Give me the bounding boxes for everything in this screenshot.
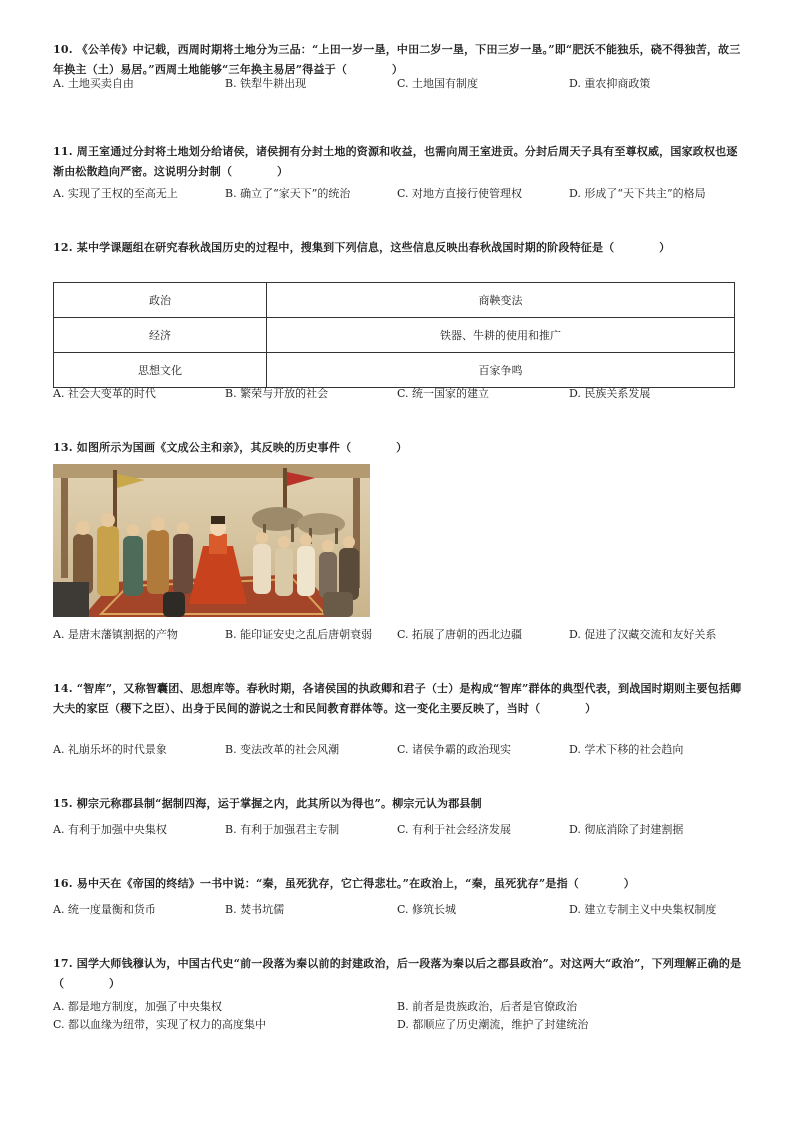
option-b[interactable]: B. 确立了“家天下”的统治 [225,187,351,200]
question-14-options [53,741,743,759]
option-d[interactable]: D. 民族关系发展 [569,387,651,400]
option-d[interactable]: D. 学术下移的社会趋向 [569,743,684,756]
question-16-stem: 16. 易中天在《帝国的终结》一书中说：“秦，虽死犹存，它亡得悲壮。”在政治上，“秦，虽死犹存”是指（ ） [53,877,635,890]
table-row [54,318,735,353]
option-c[interactable]: C. 统一国家的建立 [397,387,490,400]
option-c[interactable]: C. 诸侯争霸的政治现实 [397,743,512,756]
option-c[interactable]: C. 土地国有制度 [397,77,479,90]
option-d[interactable]: D. 建立专制主义中央集权制度 [569,903,717,916]
option-b[interactable]: B. 前者是贵族政治，后者是官僚政治 [397,1000,578,1013]
question-12-stem: 12. 某中学课题组在研究春秋战国历史的过程中，搜集到下列信息，这些信息反映出春秋战国时期的阶段特征是（ ） [53,241,671,254]
option-d[interactable]: D. 促进了汉藏交流和友好关系 [569,628,717,641]
option-c[interactable]: C. 都以血缘为纽带，实现了权力的高度集中 [53,1018,267,1031]
option-a[interactable]: A. 有利于加强中央集权 [53,823,167,836]
question-15-stem: 15. 柳宗元称郡县制“据制四海，运于掌握之内，此其所以为得也”。柳宗元认为郡县制 [53,797,482,810]
question-12-options [53,385,743,403]
option-c[interactable]: C. 对地方直接行使管理权 [397,187,523,200]
option-a[interactable]: A. 是唐末藩镇割据的产物 [53,628,178,641]
option-d[interactable]: D. 形成了“天下共主”的格局 [569,187,706,200]
option-b[interactable]: B. 铁犁牛耕出现 [225,77,307,90]
option-d[interactable]: D. 都顺应了历史潮流，维护了封建统治 [397,1018,589,1031]
option-b[interactable]: B. 能印证安史之乱后唐朝衰弱 [225,628,373,641]
option-a[interactable]: A. 都是地方制度，加强了中央集权 [53,1000,222,1013]
question-16-options [53,901,743,919]
question-11-stem: 11. 周王室通过分封将土地划分给诸侯，诸侯拥有分封土地的资源和收益，也需向周王室进贡。分封后周天子具有至尊权威，国家政权也逐渐由松散趋向严密。这说明分封制（ ） [53,145,738,178]
table-cell-info: 铁器、牛耕的使用和推广 [267,318,735,353]
option-a[interactable]: A. 实现了王权的至高无上 [53,187,178,200]
option-d[interactable]: D. 重农抑商政策 [569,77,651,90]
table-row [54,283,735,318]
option-a[interactable]: A. 社会大变革的时代 [53,387,156,400]
table-cell-info: 商鞅变法 [267,283,735,318]
option-d[interactable]: D. 彻底消除了封建割据 [569,823,684,836]
option-b[interactable]: B. 有利于加强君主专制 [225,823,340,836]
table-cell-info: 百家争鸣 [267,353,735,388]
question-15-options [53,821,743,839]
option-b[interactable]: B. 焚书坑儒 [225,903,285,916]
table-row [54,353,735,388]
question-10-options [53,75,743,93]
question-17-options-row2 [53,1016,743,1034]
option-a[interactable]: A. 礼崩乐坏的时代景象 [53,743,167,756]
option-c[interactable]: C. 有利于社会经济发展 [397,823,512,836]
table-cell-category: 经济 [54,318,267,353]
option-a[interactable]: A. 统一度量衡和货币 [53,903,156,916]
question-11-options [53,185,743,203]
option-b[interactable]: B. 繁荣与开放的社会 [225,387,329,400]
info-table [53,282,735,388]
question-13-stem: 13. 如图所示为国画《文成公主和亲》，其反映的历史事件（ ） [53,441,408,454]
question-14-stem: 14. “智库”，又称智囊团、思想库等。春秋时期，各诸侯国的执政卿和君子（士）是构成“智库”群体的典型代表，到战国时期则主要包括卿大夫的家臣（稷下之臣）、出身于民间的游说之士和民间教育群体等。这一变化主要反映了，当时（ ） [53,682,742,715]
option-a[interactable]: A. 土地买卖自由 [53,77,134,90]
table-cell-category: 思想文化 [54,353,267,388]
question-10-stem: 10. 《公羊传》中记载，西周时期将土地分为三品：“上田一岁一垦，中田二岁一垦，下田三岁一垦。”即“肥沃不能独乐，硗不得独苦，故三年换主（土）易居。”西周土地能够“三年换主易居”得益于（ ） [53,43,741,76]
question-17-stem: 17. 国学大师钱穆认为，中国古代史“前一段落为秦以前的封建政治，后一段落为秦以后之郡县政治”。对这两大“政治”，下列理解正确的是（ ） [53,957,742,990]
table-cell-category: 政治 [54,283,267,318]
option-c[interactable]: C. 拓展了唐朝的西北边疆 [397,628,523,641]
option-c[interactable]: C. 修筑长城 [397,903,457,916]
option-b[interactable]: B. 变法改革的社会风潮 [225,743,340,756]
painting-wencheng-princess [53,464,370,617]
question-13-options [53,626,743,644]
question-17-options-row1 [53,998,743,1016]
